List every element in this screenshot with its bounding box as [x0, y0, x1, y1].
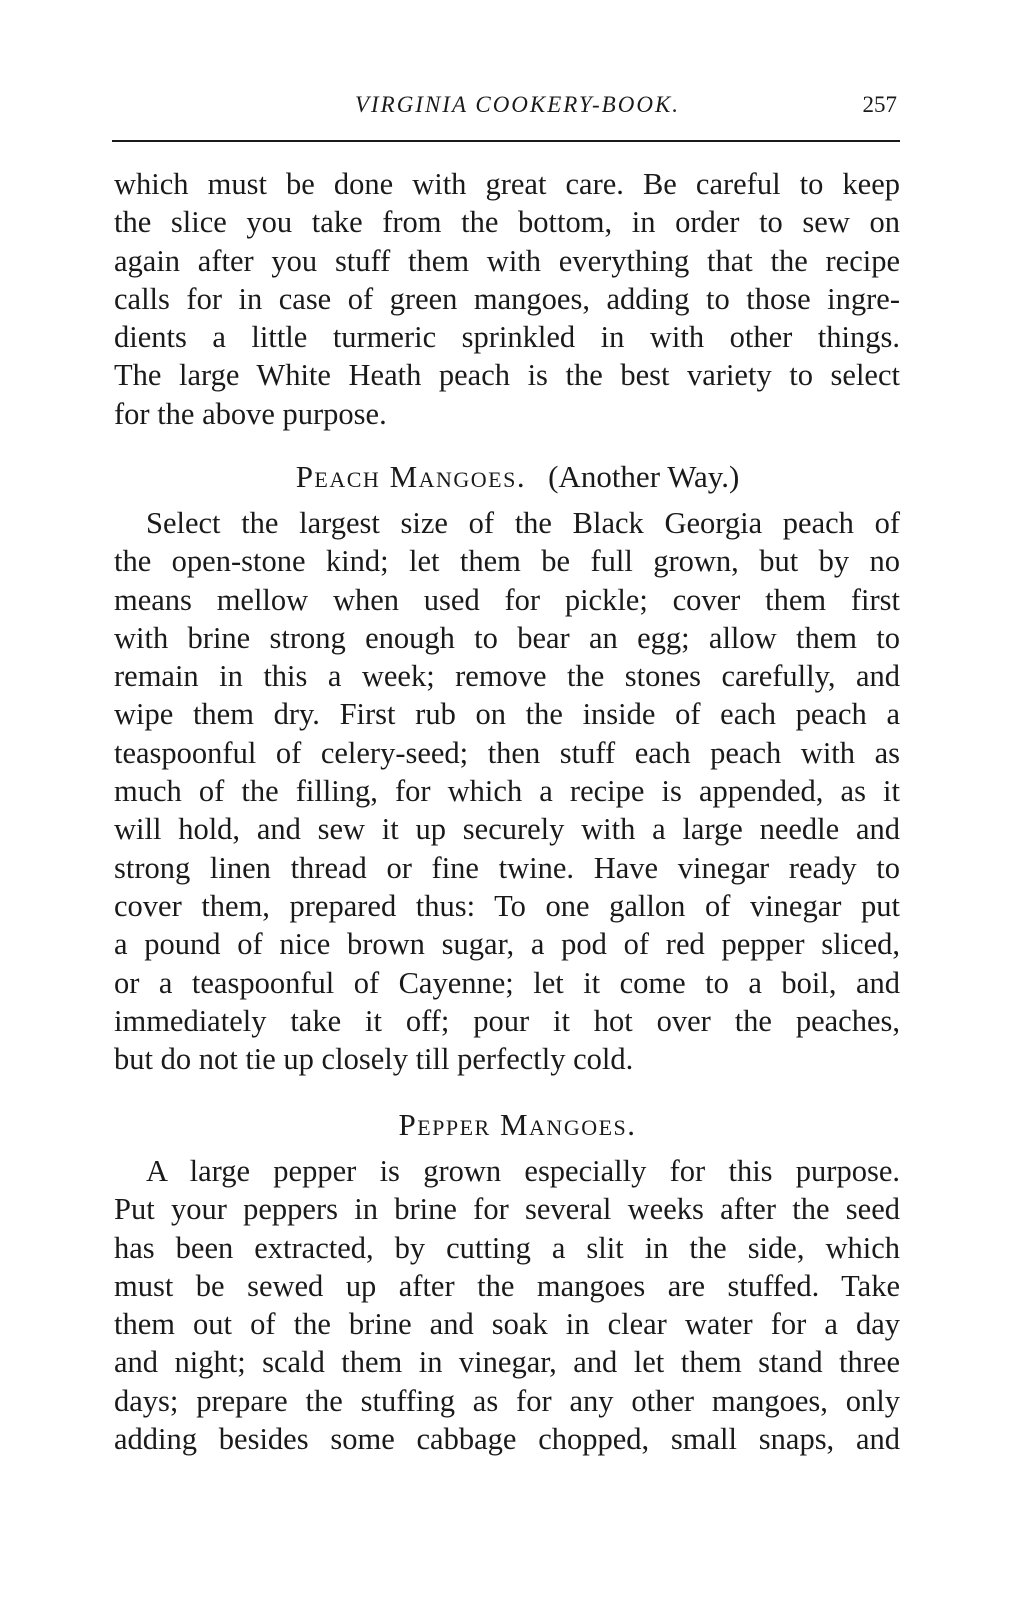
text-line: strong linen thread or fine twine. Have vinegar ready to [114, 850, 900, 885]
text-line: cover them, prepared thus: To one gallon of vinegar put [114, 888, 900, 923]
text-line: calls for in case of green mangoes, adding to those ingre- [114, 281, 900, 316]
text-line: remain in this a week; remove the stones carefully, and [114, 659, 900, 694]
text-line: The large White Heath peach is the best variety to select [114, 358, 900, 393]
text-line: days; prepare the stuffing as for any other mangoes, only [114, 1383, 900, 1418]
intro-paragraph [114, 165, 900, 433]
page-number: 257 [862, 92, 897, 117]
text-line: with brine strong enough to bear an egg; allow them to [114, 620, 900, 655]
text-line: means mellow when used for pickle; cover them first [114, 582, 900, 617]
text-line: them out of the brine and soak in clear water for a day [114, 1307, 900, 1342]
text-line: dients a little turmeric sprinkled in with other things. [114, 320, 900, 355]
text-line: has been extracted, by cutting a slit in the side, which [114, 1230, 900, 1265]
running-title: VIRGINIA COOKERY-BOOK. [354, 92, 681, 117]
text-line: which must be done with great care. Be careful to keep [114, 167, 900, 201]
section-body-pepper-mangoes [114, 1152, 900, 1458]
text-line: again after you stuff them with everything that the recipe [114, 243, 900, 278]
text-line: Put your peppers in brine for several weeks after the seed [114, 1192, 900, 1227]
heading-title: Peach Mangoes. [295, 459, 527, 494]
section-heading-pepper-mangoes [0, 1107, 1035, 1143]
text-line: Select the largest size of the Black Georgia peach of [146, 506, 900, 540]
text-line: immediately take it off; pour it hot over the peaches, [114, 1003, 900, 1038]
text-line: the open-stone kind; let them be full grown, but by no [114, 544, 900, 579]
text-line: will hold, and sew it up securely with a large needle and [114, 812, 900, 847]
text-line: the slice you take from the bottom, in order to sew on [114, 205, 900, 240]
text-line: for the above purpose. [114, 396, 387, 431]
text-line: much of the filling, for which a recipe is appended, as it [114, 774, 900, 809]
header-rule [112, 140, 900, 142]
heading-title: Pepper Mangoes. [398, 1107, 637, 1142]
text-line: a pound of nice brown sugar, a pod of red pepper sliced, [114, 927, 900, 962]
text-line: adding besides some cabbage chopped, small snaps, and [114, 1422, 900, 1457]
text-line: wipe them dry. First rub on the inside of each peach a [114, 697, 900, 732]
text-line: teaspoonful of celery-seed; then stuff each peach with as [114, 735, 900, 770]
text-line: must be sewed up after the mangoes are stuffed. Take [114, 1268, 900, 1303]
section-heading-peach-mangoes [0, 459, 1035, 495]
text-line: but do not tie up closely till perfectly cold. [114, 1042, 634, 1077]
text-line: A large pepper is grown especially for this purpose. [146, 1154, 900, 1188]
text-line: and night; scald them in vinegar, and let them stand three [114, 1345, 900, 1380]
text-line: or a teaspoonful of Cayenne; let it come to a boil, and [114, 965, 900, 1000]
heading-aside: (Another Way.) [548, 459, 740, 494]
section-body-peach-mangoes [114, 504, 900, 1078]
